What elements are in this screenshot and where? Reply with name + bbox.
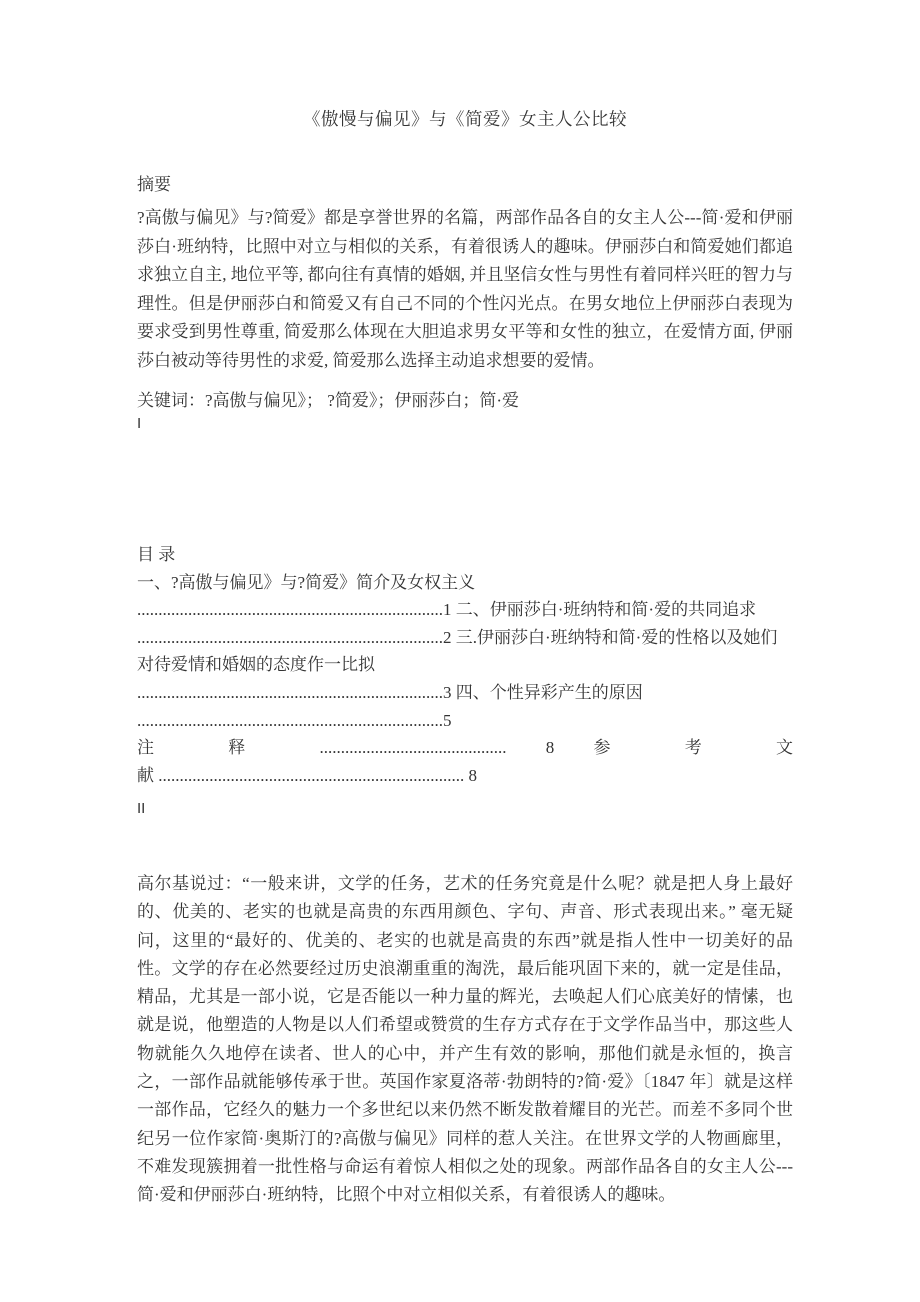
- keywords-line: 关键词：?高傲与偏见》； ?简爱》；伊丽莎白；简·爱: [137, 391, 520, 410]
- toc-entry-references: 献 ........................................................................ 8: [137, 765, 477, 785]
- table-of-contents: [137, 541, 793, 789]
- abstract-paragraph: ?高傲与偏见》与?简爱》都是享誉世界的名篇，两部作品各自的女主人公---简·爱和伊丽莎白·班纳特，比照中对立与相似的关系，有着很诱人的趣味。伊丽莎白和简爱她们都追求独立自主, 地位平等, 都向往有真情的婚姻, 并且坚信女性与男性有着同样兴旺的智力与理性。但是伊丽莎白和简爱又有自己不同的个性闪光点。在男女地位上伊丽莎白表现为要求受到男性尊重, 简爱那么体现在大胆追求男女平等和女性的独立，在爱情方面, 伊丽莎白被动等待男性的求爱, 简爱那么选择主动追求想要的爱情。: [137, 208, 793, 370]
- toc-entry-3-continued: 对待爱情和婚姻的态度作一比拟: [137, 655, 375, 675]
- toc-entry-4: ........................................................................3 四、个性异彩产生的原因: [137, 682, 643, 702]
- page-marker-i: I: [137, 415, 142, 432]
- body-paragraph: 高尔基说过：“一般来讲，文学的任务，艺术的任务究竟是什么呢？就是把人身上最好的、优美的、老实的也就是高贵的东西用颜色、字句、声音、形式表现出来。” 毫无疑问，这里的“最好的、优美的、老实的也就是高贵的东西”就是指人性中一切美好的品性。文学的存在必然要经过历史浪潮重重的淘洗，最后能巩固下来的，就一定是佳品，精品，尤其是一部小说，它是否能以一种力量的辉光，去唤起人们心底美好的情愫，也就是说，他塑造的人物是以人们希望或赞赏的生存方式存在于文学作品当中，那这些人物就能久久地停在读者、世人的心中，并产生有效的影响，那他们就是永恒的，换言之，一部作品就能够传承于世。英国作家夏洛蒂·勃朗特的?简·爱》〔1847 年〕就是这样一部作品，它经久的魅力一个多世纪以来仍然不断发散着耀目的光芒。而差不多同个世纪另一位作家简·奥斯汀的?高傲与偏见》同样的惹人关注。在世界文学的人物画廊里，不难发现簇拥着一批性格与命运有着惊人相似之处的现象。两部作品各自的女主人公---简·爱和伊丽莎白·班纳特，比照个中对立相似关系，有着很诱人的趣味。: [137, 874, 793, 1205]
- toc-entry-notes: 注 释 ............................................ 8 参 考 文: [137, 738, 793, 758]
- toc-entry-1: 一、?高傲与偏见》与?简爱》简介及女权主义: [137, 572, 476, 592]
- toc-entry-5: ........................................................................5: [137, 710, 452, 730]
- toc-entry-3: ........................................................................2 三.伊丽莎白·班纳特和简·爱的性格以及她们: [137, 627, 778, 647]
- abstract-label: 摘要: [137, 175, 171, 194]
- toc-entry-2: ........................................................................1 二、伊丽莎白·班纳特和简·爱的共同追求: [137, 600, 757, 620]
- document-title: 《傲慢与偏见》与《简爱》女主人公比较: [303, 109, 627, 129]
- toc-heading: 目 录: [137, 545, 176, 564]
- page-marker-ii: II: [137, 800, 146, 817]
